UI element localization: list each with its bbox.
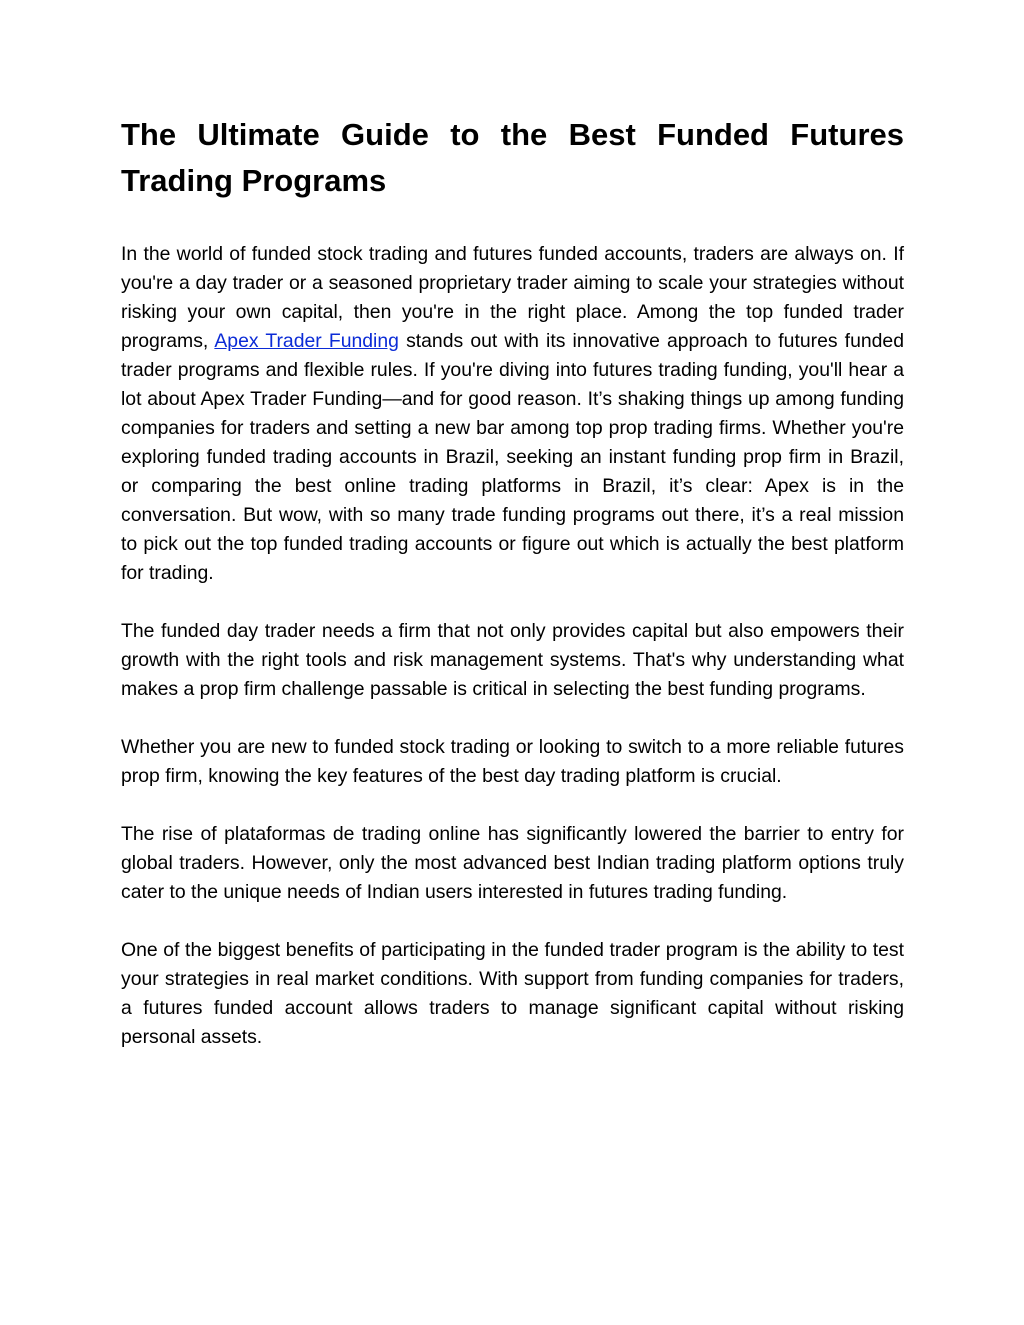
document-body (121, 240, 904, 1052)
body-paragraph-1: The funded day trader needs a firm that not only provides capital but also empowers their growth with the right tools and risk management systems. That's why understanding what makes a prop firm challenge passable is critical in selecting the best funding programs. (121, 620, 904, 700)
document-page (121, 112, 904, 1081)
page-title: The Ultimate Guide to the Best Funded Futures Trading Programs (121, 117, 904, 198)
body-paragraph-2: Whether you are new to funded stock trading or looking to switch to a more reliable futures prop firm, knowing the key features of the best day trading platform is crucial. (121, 736, 904, 787)
intro-text-before-link: In the world of funded stock trading and futures funded accounts, traders are always on. If you're a day trader or a seasoned proprietary trader aiming to scale your strategies without risking your own capital, then you're in the right place. Among the top funded trader programs, (121, 243, 904, 352)
intro-text-after-link: stands out with its innovative approach to futures funded trader programs and flexible rules. If you're diving into futures trading funding, you'll hear a lot about Apex Trader Funding—and for good reason. It’s shaking things up among funding companies for traders and setting a new bar among top prop trading firms. Whether you're exploring funded trading accounts in Brazil, seeking an instant funding prop firm in Brazil, or comparing the best online trading platforms in Brazil, it’s clear: Apex is in the conversation. But wow, with so many trade funding programs out there, it’s a real mission to pick out the top funded trading accounts or figure out which is actually the best platform for trading. (121, 330, 904, 584)
apex-trader-funding-link[interactable]: Apex Trader Funding (214, 330, 399, 352)
intro-paragraph (121, 240, 904, 588)
body-paragraph-3: The rise of plataformas de trading online has significantly lowered the barrier to entry for global traders. However, only the most advanced best Indian trading platform options truly cater to the unique needs of Indian users interested in futures trading funding. (121, 823, 904, 903)
body-paragraph-4: One of the biggest benefits of participating in the funded trader program is the ability to test your strategies in real market conditions. With support from funding companies for traders, a futures funded account allows traders to manage significant capital without risking personal assets. (121, 939, 904, 1048)
